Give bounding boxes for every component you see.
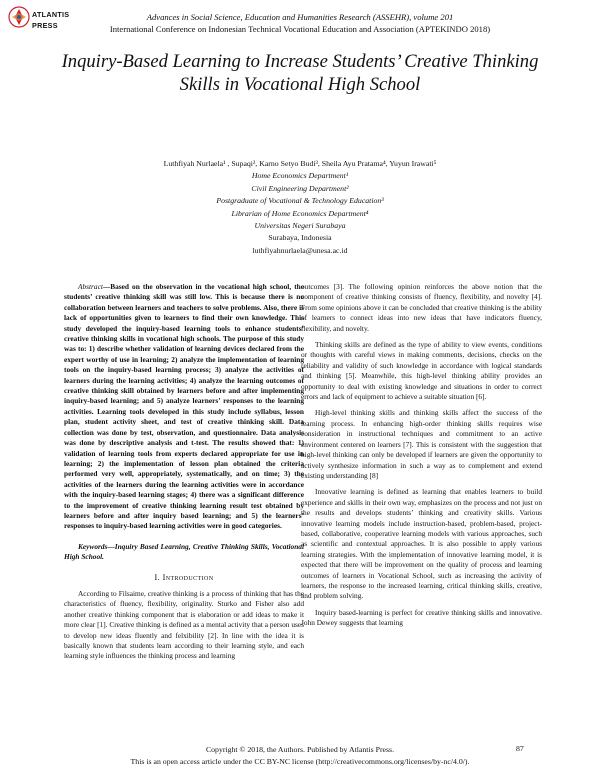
author-names: Luthfiyah Nurlaela¹ , Supaqi², Karno Setyo Budi³, Sheila Ayu Pratama⁴, Yuyun Irawati⁵: [163, 159, 437, 168]
affiliation-3: Postgraduate of Vocational & Technology Education³: [216, 196, 384, 206]
section-number: I.: [154, 572, 161, 582]
intro-paragraph: According to Filsaime, creative thinking is a process of thinking that has the characteristics of fluency, flexibility, originality. Sturko and Fisher also add another creative thinking component that is elaboration or add ideas to make it more clear [1]. Creative thinking is defined as a mental activity that a person uses to develop new ideas fluently and felxibility [2]. In line with the idea it is basically known that students learn according to their learning style, and each learning style influences the thinking process and learning: [64, 588, 304, 661]
right-column: [301, 282, 542, 635]
section-title: Introduction: [162, 572, 214, 582]
license-notice: This is an open access article under the CC BY-NC license (http://creativecommons.org/licenses/by-nc/4.0/).: [130, 757, 470, 766]
affiliation-5: Universitas Negeri Surabaya: [254, 221, 346, 231]
journal-header: Advances in Social Science, Education and Humanities Research (ASSEHR), volume 201: [146, 12, 454, 22]
affiliation-2: Civil Engineering Department²: [251, 183, 349, 193]
right-paragraph-2: Thinking skills are defined as the type of ability to view events, conditions or thoughts with careful views in making comments, decisions, checks on the reliability and validity of such knowledge in accordance with logical standards and thinking [5]. Meanwhile, this high-level thinking ability provides an opportunity to deal with existing knowledge and situations in order to correct errors and lack of equipment to achieve a suitable situation [6].: [301, 340, 542, 402]
section-heading-introduction: [64, 573, 304, 583]
right-paragraph-1: outcomes [3]. The following opinion reinforces the above notion that the component of creative thinking consists of fluency, flexibility, and novelty [4]. From some opinions above it can be concluded that creative thinking is the ability of learners to connect ideas into new ideas that have indicators fluency, flexibility, and novelty.: [301, 282, 542, 333]
copyright-notice: Copyright © 2018, the Authors. Published by Atlantis Press.: [205, 745, 395, 754]
abstract-lead: Abstract: [78, 282, 103, 291]
right-paragraph-4: Innovative learning is defined as learning that enables learners to build experience and skills in their own way, emphasizes on the process and not just on the results and develops students’ thinking and creativity skills. Various innovative learning models include instruction-based, problem-based, project-based, collaborative, cooperative learning models with various approaches, such as scientific and contextual approaches. It is also possible to apply various learning strategies. With the implementation of innovative learning model, it is expected that there will be improvement on the quality of process and learning outcomes of learners in Vocational School, such as increasing the activity of learners, the response to the increased learning, critical thinking skills, creative, and problem solving.: [301, 487, 542, 601]
author-block: [0, 158, 600, 257]
author-email: luthfiyahnurlaela@unesa.ac.id: [252, 245, 348, 255]
right-paragraph-3: High-level thinking skills and thinking skills affect the success of the learning process. In enhancing high-order thinking skills requires wise consideration in instructional techniques and commitment to an active environment centered on learners [7]. This is consistent with the suggestion that high-level thinking can only be developed if learners are given the opportunity to actively synthesize information in such a way as to complement and extend existing understanding [8]: [301, 408, 542, 480]
right-paragraph-5: Inquiry based-learning is perfect for creative thinking skills and innovative. John Dewey suggests that learning: [301, 607, 542, 628]
publisher-name-line2: PRESS: [32, 21, 58, 30]
conference-header: International Conference on Indonesian Technical Vocational Education and Association (APTEKINDO 2018): [109, 24, 491, 34]
page-footer: [0, 744, 600, 768]
affiliation-1: Home Economics Department¹: [251, 171, 349, 181]
paper-title: Inquiry-Based Learning to Increase Students’ Creative Thinking Skills in Vocational High School: [61, 51, 539, 95]
abstract-text: —Based on the observation in the vocational high school, the students’ creative thinking skill was still low. This is because there is no collaboration between learners and teachers to solve problems. Also, there is lack of opportunities given to learners to find their own knowledge. This study developed the inquiry-based learning tools to enhance students’ creative thinking skills in vocational high schools. The purpose of this study was to: 1) describe whether validation of learning devices declared from the expert worthy of use in learning; 2) analyze the implementation of learning tools on the inquiry-based learning process; 3) analyze the activities of learners during the learning activities; 4) analyze the learning outcomes of creative thinking skill obtained by learners before and after implementing inquiry-based learning; and 5) analyze learners’ responses to the learning activities. Learning tools developed in this study include syllabus, lesson plan, student activity sheet, and test of creative thinking skill. Data collection was done by test, observation, and questionnaire. Data analysis was done by descriptive analysis and t-test. The results showed that: 1) validation of learning tools from experts declared appropriate for use in learning; 2) the implementation of lesson plan obtained the criteria performed very well, appropriately, systematically, and on time; 3) the activities of the learners during the learning activities were in accordance with the inquiry-based learning stages; 4) there was a significant difference to the improvement of creative thinking learning result test obtained by learners before and after inquiry based learning; and 5) the learners’ responses to inquiry-based learning activities were in good categories.: [64, 282, 304, 531]
left-column: [64, 282, 304, 668]
author-city: Surabaya, Indonesia: [268, 233, 332, 243]
publisher-name-line1: ATLANTIS: [32, 10, 70, 19]
page-number: 87: [516, 744, 524, 753]
affiliation-4: Librarian of Home Economics Department⁴: [231, 208, 369, 218]
abstract: [64, 282, 304, 532]
keywords: Keywords—Inquiry Based Learning, Creative Thinking Skills, Vocational High School.: [64, 541, 304, 562]
